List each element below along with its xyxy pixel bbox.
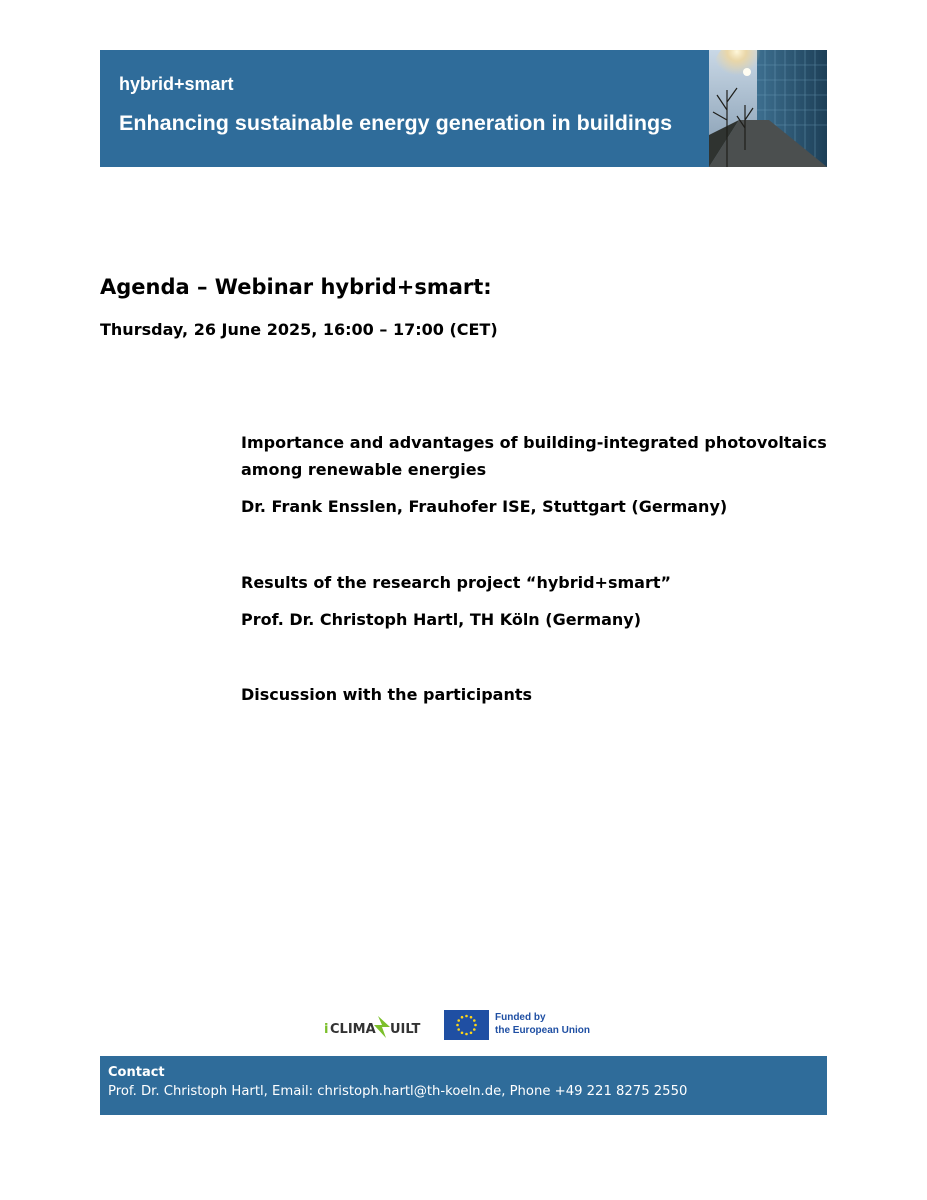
contact-label: Contact [108, 1065, 165, 1080]
contact-footer [100, 1056, 827, 1115]
svg-text:CLIMA: CLIMA [330, 1022, 376, 1037]
project-tagline: Enhancing sustainable energy generation in buildings [119, 111, 673, 135]
eu-flag-icon [444, 1010, 489, 1040]
svg-text:i: i [324, 1022, 329, 1037]
contact-details: Prof. Dr. Christoph Hartl, Email: christoph.hartl@th-koeln.de, Phone +49 221 8275 2550 [108, 1084, 688, 1099]
project-name: hybrid+smart [119, 74, 234, 94]
sponsor-logos [320, 1008, 620, 1042]
city-street-photo [709, 50, 827, 167]
agenda-item-2-topic: Results of the research project “hybrid+smart” [241, 573, 671, 592]
webinar-date: Thursday, 26 June 2025, 16:00 – 17:00 (CET) [100, 320, 498, 339]
eu-funding-line1: Funded by [495, 1012, 546, 1023]
agenda-item-3-topic: Discussion with the participants [241, 685, 533, 704]
agenda-item-2-speaker: Prof. Dr. Christoph Hartl, TH Köln (Germany) [241, 610, 642, 629]
iclimabuilt-logo [324, 1014, 430, 1040]
eu-funding-line2: the European Union [495, 1025, 590, 1036]
agenda-item-1-speaker: Dr. Frank Ensslen, Frauhofer ISE, Stuttgart (Germany) [241, 497, 728, 516]
eu-funding-text [495, 1011, 590, 1037]
header-banner [100, 50, 827, 167]
agenda-title: Agenda – Webinar hybrid+smart: [100, 275, 492, 299]
agenda-item-1-topic-line2: among renewable energies [241, 460, 487, 479]
agenda-item-1-topic-line1: Importance and advantages of building-integrated photovoltaics [241, 433, 827, 452]
svg-text:UILT: UILT [390, 1022, 421, 1037]
